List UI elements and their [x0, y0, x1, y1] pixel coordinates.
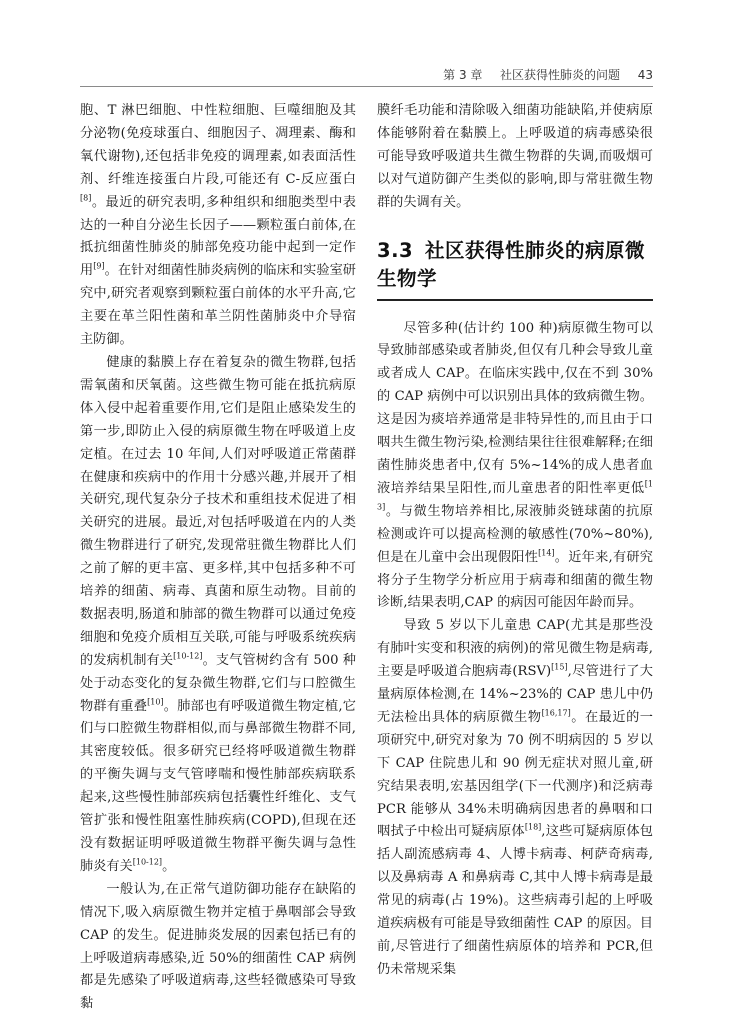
citation: [10-12]	[173, 651, 203, 661]
chapter-title: 社区获得性肺炎的问题	[500, 68, 621, 82]
header-divider	[80, 86, 653, 87]
citation: [9]	[93, 261, 105, 271]
citation: [14]	[538, 548, 555, 558]
paragraph: 膜纤毛功能和清除吸入细菌功能缺陷,并使病原体能够附着在黏膜上。上呼吸道的病毒感染很可能导致呼吸道共生微生物群的失调,而吸烟可以对气道防御产生类似的影响,即与常驻微生物群的失调有关。	[377, 103, 653, 210]
paragraph: 健康的黏膜上存在着复杂的微生物群,包括需氧菌和厌氧菌。这些微生物可能在抵抗病原体入侵中起着重要作用,它们是阻止感染发生的第一步,即防止入侵的病原微生物在呼吸道上皮定植。在过去 10 年间,人们对呼吸道正常菌群在健康和疾病中的作用十分感兴趣,并展开了相关研究,现代复杂分子技术和重组技术促进了相关研究的进展。最近,对包括呼吸道在内的人类微生物群进行了研究,发现常驻微生物群比人们之前了解的更丰富、更多样,其中包括多种不可培养的细菌、病毒、真菌和原生动物。目前的数据表明,肠道和肺部的微生物群可以通过免疫细胞和免疫介质相互关联,可能与呼吸系统疾病的发病机制有关[10-12]。支气管树约含有 500 种处于动态变化的复杂微生物群,它们与口腔微生物群有重叠[10]。肺部也有呼吸道微生物定植,它们与口腔微生物群相似,而与鼻部微生物群不同,其密度较低。很多研究已经将呼吸道微生物群的平衡失调与支气管哮喘和慢性肺部疾病联系起来,这些慢性肺部疾病包括囊性纤维化、支气管扩张和慢性阻塞性肺疾病(COPD),但现在还没有数据证明呼吸道微生物群平衡失调与急性肺炎有关[10-12]。	[80, 354, 356, 874]
paragraph: 导致 5 岁以下儿童患 CAP(尤其是那些没有肺叶实变和积液的病例)的常见微生物是病毒,主要是呼吸道合胞病毒(RSV)[15],尽管进行了大量病原体检测,在 14%~23%的 CAP 患儿中仍无法检出具体的病原微生物[16,17]。在最近的一项研究中,研究对象为 70 例不明病因的 5 岁以下 CAP 住院患儿和 90 例无症状对照儿童,研究结果表明,宏基因组学(下一代测序)和泛病毒 PCR 能够从 34%未明确病因患者的鼻咽和口咽拭子中检出可疑病原体[18],这些可疑病原体包括人副流感病毒 4、人博卡病毒、柯萨奇病毒,以及鼻病毒 A 和鼻病毒 C,其中人博卡病毒是最常见的病毒(占 19%)。这些病毒引起的上呼吸道疾病极有可能是导致细菌性 CAP 的原因。目前,尽管进行了细菌性病原体的培养和 PCR,但仍未常规采集	[377, 618, 653, 977]
paragraph: 一般认为,在正常气道防御功能存在缺陷的情况下,吸入病原微生物并定植于鼻咽部会导致 CAP 的发生。促进肺炎发展的因素包括已有的上呼吸道病毒感染,近 50%的细菌性 CAP 病例都是先感染了呼吸道病毒,这些轻微感染可导致黏	[80, 881, 356, 1012]
running-head	[0, 66, 653, 83]
section-divider	[377, 299, 653, 301]
left-column	[80, 100, 356, 1016]
citation: [16,17]	[541, 708, 571, 718]
section-heading	[377, 237, 653, 293]
paragraph: 尽管多种(估计约 100 种)病原微生物可以导致肺部感染或者肺炎,但仅有几种会导致儿童或者成人 CAP。在临床实践中,仅在不到 30%的 CAP 病例中可以识别出具体的致病微生物。这是因为痰培养通常是非特异性的,而且由于口咽共生微生物污染,检测结果往往很难解释;在细菌性肺炎患者中,仅有 5%~14%的成人患者血液培养结果呈阳性,而儿童患者的阳性率更低[13]。与微生物培养相比,尿液肺炎链球菌的抗原检测或许可以提高检测的敏感性(70%~80%),但是在儿童中会出现假阳性[14]。近年来,有研究将分子生物学分析应用于病毒和细菌的微生物诊断,结果表明,CAP 的病因可能因年龄而异。	[377, 320, 653, 611]
citation: [15]	[551, 662, 568, 672]
right-column	[377, 100, 653, 982]
section-number: 3.3	[377, 238, 414, 262]
paragraph: 胞、T 淋巴细胞、中性粒细胞、巨噬细胞及其分泌物(免疫球蛋白、细胞因子、凋理素、酶和氧代谢物),还包括非免疫的调理素,如表面活性剂、纤维连接蛋白片段,可能还有 C-反应蛋白[8]。最近的研究表明,多种组织和细胞类型中表达的一种自分泌生长因子——颗粒蛋白前体,在抵抗细菌性肺炎的肺部免疫功能中起到一定作用[9]。在针对细菌性肺炎病例的临床和实验室研究中,研究者观察到颗粒蛋白前体的水平升高,它主要在革兰阳性菌和革兰阴性菌肺炎中介导宿主防御。	[80, 103, 356, 348]
page-number: 43	[637, 68, 653, 82]
citation: [10-12]	[132, 857, 163, 867]
section-title: 社区获得性肺炎的病原微生物学	[377, 238, 646, 290]
citation: [13]	[377, 479, 653, 512]
citation: [18]	[524, 823, 542, 833]
citation: [8]	[80, 193, 92, 203]
citation: [10]	[147, 697, 164, 707]
chapter-label: 第 3 章	[443, 68, 483, 82]
